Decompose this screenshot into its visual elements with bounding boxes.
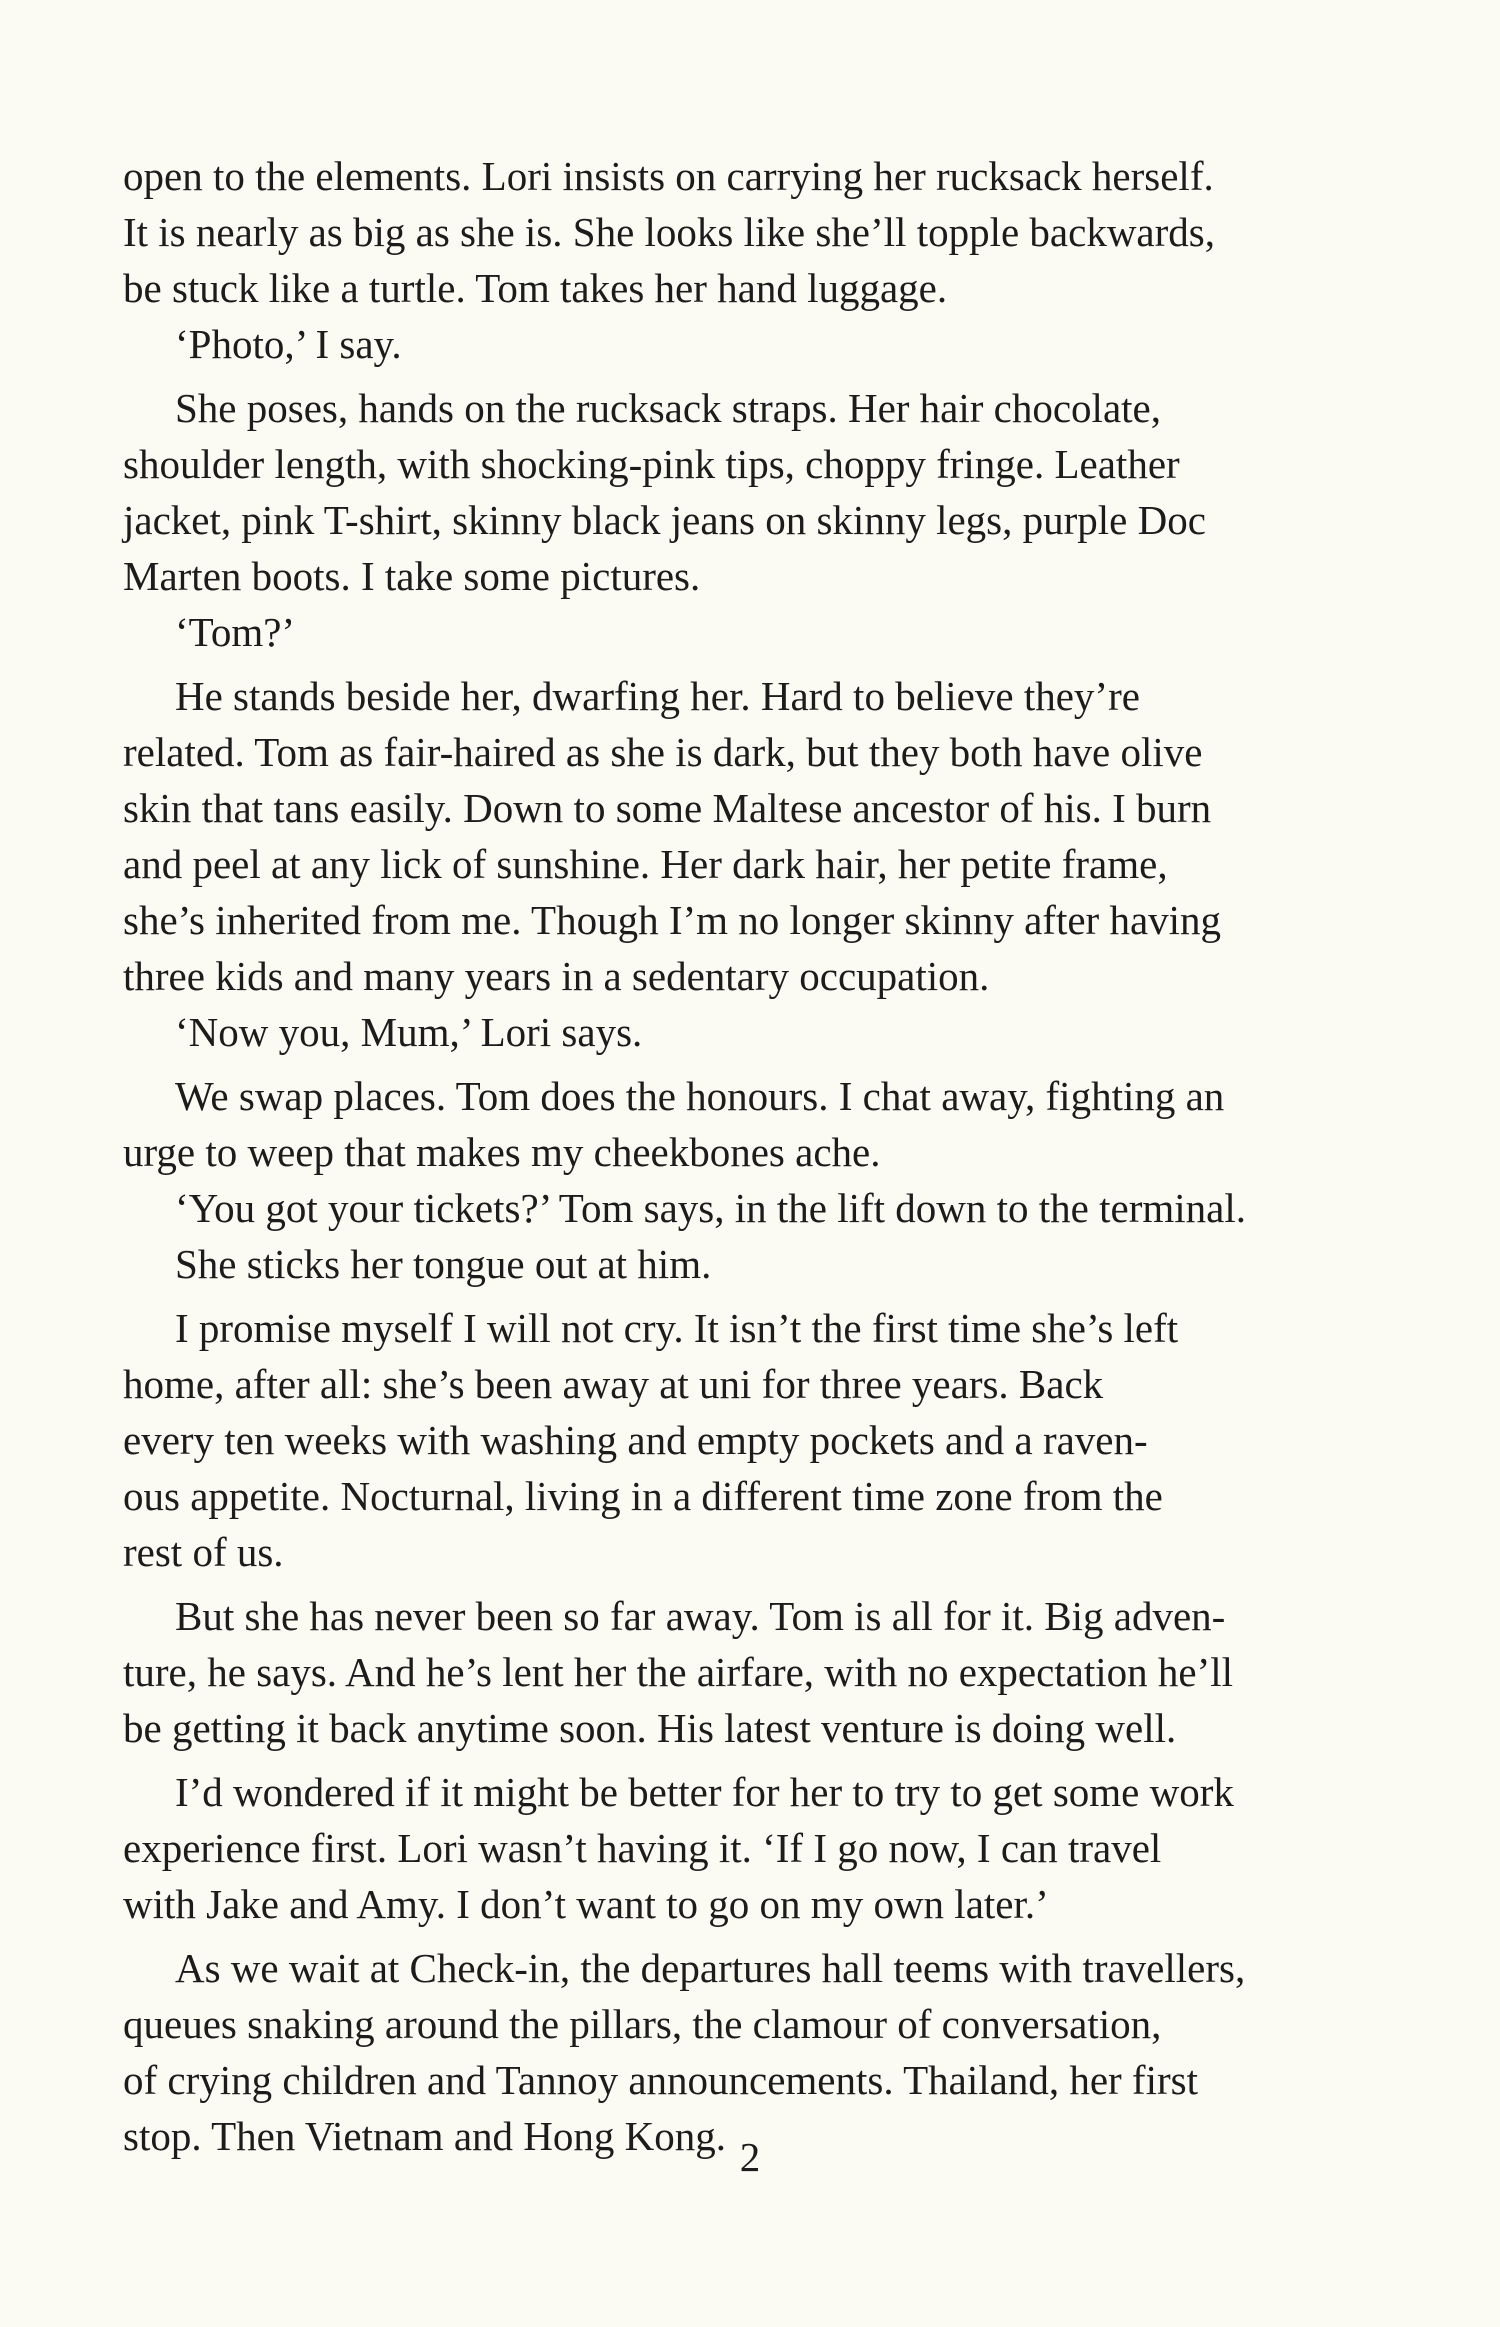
paragraph: I’d wondered if it might be better for her to try to get some work experience first. Lori wasn’t having it. ‘If I go now, I can travel with Jake and Amy. I don’t want to go on my own later.’	[123, 1769, 1234, 1927]
paragraph: ‘Now you, Mum,’ Lori says.	[175, 1009, 643, 1055]
page-number: 2	[739, 2134, 761, 2180]
body-text	[123, 148, 1348, 2164]
paragraph: She poses, hands on the rucksack straps. Her hair chocolate, shoulder length, with shocking-pink tips, choppy fringe. Leather jacket, pink T-shirt, skinny black jeans on skinny legs, purple Doc Marten boots. I take some pictures.	[123, 385, 1206, 599]
paragraph: ‘Photo,’ I say.	[175, 321, 402, 367]
paragraph: I promise myself I will not cry. It isn’t the first time she’s left home, after all: she’s been away at uni for three years. Back every ten weeks with washing and empty pockets and a raven- ous appetite. Nocturnal, living in a different time zone from the rest of us.	[123, 1305, 1179, 1575]
paragraph: open to the elements. Lori insists on carrying her rucksack herself. It is nearly as big as she is. She looks like she’ll topple backwards, be stuck like a turtle. Tom takes her hand luggage.	[123, 153, 1215, 311]
paragraph: ‘Tom?’	[175, 609, 296, 655]
paragraph: We swap places. Tom does the honours. I chat away, fighting an urge to weep that makes my cheekbones ache.	[123, 1073, 1225, 1175]
paragraph: As we wait at Check-in, the departures hall teems with travellers, queues snaking around the pillars, the clamour of conversation, of crying children and Tannoy announcements. Thailand, her first stop. Then Vietnam and Hong Kong.	[123, 1945, 1246, 2159]
paragraph: He stands beside her, dwarfing her. Hard to believe they’re related. Tom as fair-haired as she is dark, but they both have olive skin that tans easily. Down to some Maltese ancestor of his. I burn and peel at any lick of sunshine. Her dark hair, her petite frame, she’s inherited from me. Though I’m no longer skinny after having three kids and many years in a sedentary occupation.	[123, 673, 1222, 999]
paragraph: But she has never been so far away. Tom is all for it. Big adven- ture, he says. And he’s lent her the airfare, with no expectation he’ll be getting it back anytime soon. His latest venture is doing well.	[123, 1593, 1234, 1751]
paragraph: ‘You got your tickets?’ Tom says, in the lift down to the terminal.	[175, 1185, 1246, 1231]
paragraph: She sticks her tongue out at him.	[175, 1241, 712, 1287]
